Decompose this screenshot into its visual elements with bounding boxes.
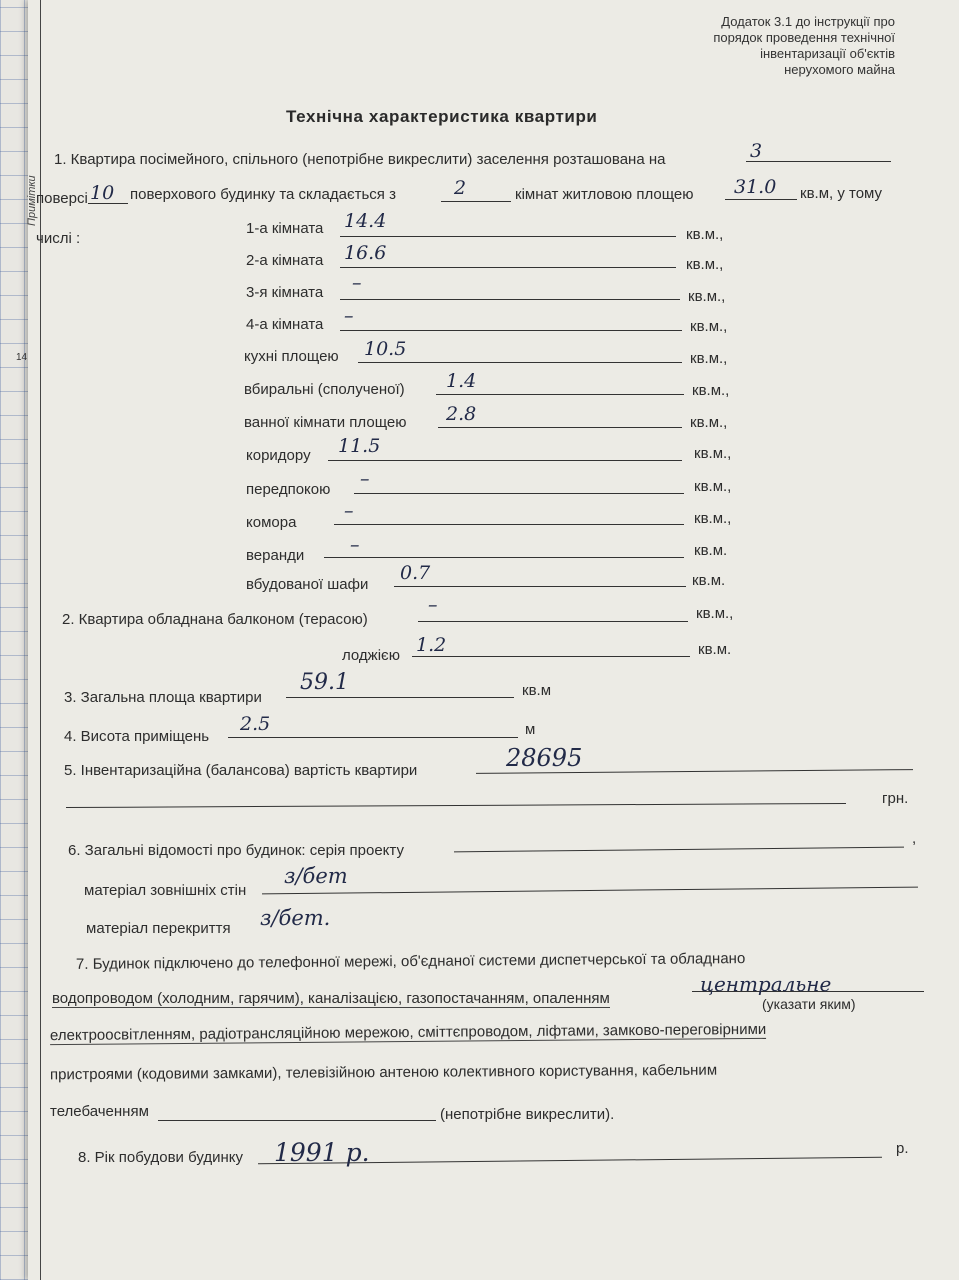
room-label: веранди — [246, 547, 305, 564]
s6-walls-label: матеріал зовнішніх стін — [84, 882, 247, 899]
s6-floors-label: матеріал перекриття — [86, 920, 231, 937]
s4-unit: м — [525, 721, 536, 738]
room-line — [340, 236, 676, 237]
room-label: 2-а кімната — [246, 252, 324, 269]
s1-area-value: 31.0 — [734, 176, 777, 198]
s5-label: 5. Інвентаризаційна (балансова) вартість квартири — [64, 762, 418, 779]
s2-loggia-label: лоджією — [342, 647, 400, 664]
room-line — [358, 362, 682, 363]
s7-hint: (указати яким) — [762, 996, 856, 1012]
s1-area-line — [725, 199, 797, 200]
s1-text-a: 1. Квартира посімейного, спільного (непотрібне викреслити) заселення розташована на — [54, 151, 666, 168]
s1-text-b: поверсі — [36, 190, 88, 207]
room-label: вбиральні (сполученої) — [244, 381, 405, 398]
room-unit: кв.м. — [692, 572, 726, 589]
s2-balcony-value: – — [428, 594, 438, 616]
margin-label: Примітки — [26, 175, 38, 226]
s7-line-5a: телебаченням — [50, 1103, 149, 1120]
room-value: 1.4 — [446, 370, 477, 392]
s6-floors-value: з/бет. — [260, 906, 331, 930]
room-unit: кв.м., — [686, 256, 724, 273]
room-value: – — [350, 534, 360, 556]
s2-loggia-unit: кв.м. — [698, 641, 732, 658]
appendix-line-4: нерухомого майна — [784, 62, 895, 77]
s3-label: 3. Загальна площа квартири — [64, 689, 262, 706]
room-label: ванної кімнати площею — [244, 414, 407, 431]
s1-text-e: кв.м, у тому — [800, 185, 883, 202]
room-unit: кв.м., — [694, 445, 732, 462]
room-line — [324, 557, 684, 558]
appendix-line-1: Додаток 3.1 до інструкції про — [721, 14, 895, 29]
s4-label: 4. Висота приміщень — [64, 728, 210, 745]
room-label: вбудованої шафи — [246, 576, 369, 593]
s1-rooms-value: 2 — [454, 177, 467, 199]
room-value: – — [344, 500, 354, 522]
s2-unit: кв.м., — [696, 605, 734, 622]
s6-series-line — [454, 847, 904, 853]
s1-text-d: кімнат житловою площею — [515, 186, 694, 203]
s6-walls-value: з/бет — [284, 864, 348, 888]
room-unit: кв.м., — [694, 478, 732, 495]
s4-line — [228, 737, 518, 738]
s1-floor-line — [746, 161, 891, 162]
s7-tv-line — [158, 1120, 436, 1121]
s6-label: 6. Загальні відомості про будинок: серія проекту — [68, 842, 404, 859]
room-value: 2.8 — [446, 403, 477, 425]
room-line — [328, 460, 682, 461]
room-line — [394, 586, 686, 587]
document-page — [16, 0, 959, 1280]
s6-comma: , — [912, 830, 917, 847]
s2-loggia-line — [412, 656, 690, 657]
room-value: 0.7 — [400, 562, 431, 584]
s7-line-3: електроосвітленням, радіотрансляційною мережою, сміттєпроводом, ліфтами, замково-переговірними — [49, 1020, 767, 1045]
s1-floor-value: 3 — [750, 140, 763, 162]
room-unit: кв.м., — [688, 288, 726, 305]
room-unit: кв.м., — [686, 226, 724, 243]
room-label: 1-а кімната — [246, 220, 324, 237]
appendix-note — [713, 14, 895, 78]
room-label: комора — [246, 514, 297, 531]
s7-line-1: 7. Будинок підключено до телефонної мережі, об'єднаної системи диспетчерської та обладнано — [75, 950, 746, 973]
room-value: – — [360, 468, 370, 490]
s3-line — [286, 697, 514, 698]
room-line — [340, 299, 680, 300]
s1-text-f: числі : — [36, 230, 81, 247]
s7-line-4: пристроями (кодовими замками), телевізійною антеною колективного користування, кабельним — [49, 1061, 718, 1084]
room-value: 10.5 — [364, 338, 407, 360]
s8-unit: р. — [896, 1140, 909, 1157]
s1-rooms-line — [441, 201, 511, 202]
grid-paper-strip — [0, 0, 28, 1280]
room-value: – — [344, 305, 354, 327]
s7-heating-value: центральне — [700, 972, 832, 996]
s1-storeys-value: 10 — [90, 182, 115, 204]
room-unit: кв.м., — [690, 318, 728, 335]
s5-unit: грн. — [882, 790, 909, 807]
s8-label: 8. Рік побудови будинку — [78, 1149, 243, 1166]
appendix-line-3: інвентаризації об'єктів — [760, 46, 895, 61]
room-unit: кв.м., — [692, 382, 730, 399]
room-label: 3-я кімната — [246, 284, 324, 301]
s2-loggia-value: 1.2 — [416, 634, 447, 656]
room-label: 4-а кімната — [246, 316, 324, 333]
room-unit: кв.м., — [694, 510, 732, 527]
s6-walls-line — [262, 887, 918, 895]
appendix-line-2: порядок проведення технічної — [713, 30, 895, 45]
room-line — [334, 524, 684, 525]
page-title: Технічна характеристика квартири — [286, 107, 598, 126]
room-line — [340, 330, 682, 331]
s8-value: 1991 р. — [274, 1138, 370, 1167]
room-line — [438, 427, 682, 428]
s3-value: 59.1 — [300, 670, 349, 695]
room-label: коридору — [246, 447, 311, 464]
room-line — [436, 394, 684, 395]
margin-number: 14 — [16, 352, 28, 363]
s1-text-c: поверхового будинку та складається з — [130, 186, 396, 203]
s7-line-2: водопроводом (холодним, гарячим), каналізацією, газопостачанням, опаленням — [52, 990, 610, 1007]
s7-line-5b: (непотрібне викреслити). — [440, 1106, 615, 1123]
room-value: 16.6 — [344, 242, 387, 264]
room-unit: кв.м., — [690, 414, 728, 431]
s5-value: 28695 — [506, 744, 583, 772]
s3-unit: кв.м — [522, 682, 552, 699]
room-unit: кв.м. — [694, 542, 728, 559]
room-line — [340, 267, 676, 268]
room-line — [354, 493, 684, 494]
room-value: 14.4 — [344, 210, 387, 232]
room-label: кухні площею — [244, 348, 339, 365]
room-label: передпокою — [246, 481, 331, 498]
room-unit: кв.м., — [690, 350, 728, 367]
s5-line-2 — [66, 803, 846, 808]
s2-balcony-line — [418, 621, 688, 622]
s4-value: 2.5 — [240, 713, 271, 735]
s2-label: 2. Квартира обладнана балконом (терасою) — [62, 611, 368, 628]
room-value: 11.5 — [338, 435, 381, 457]
room-value: – — [352, 272, 362, 294]
